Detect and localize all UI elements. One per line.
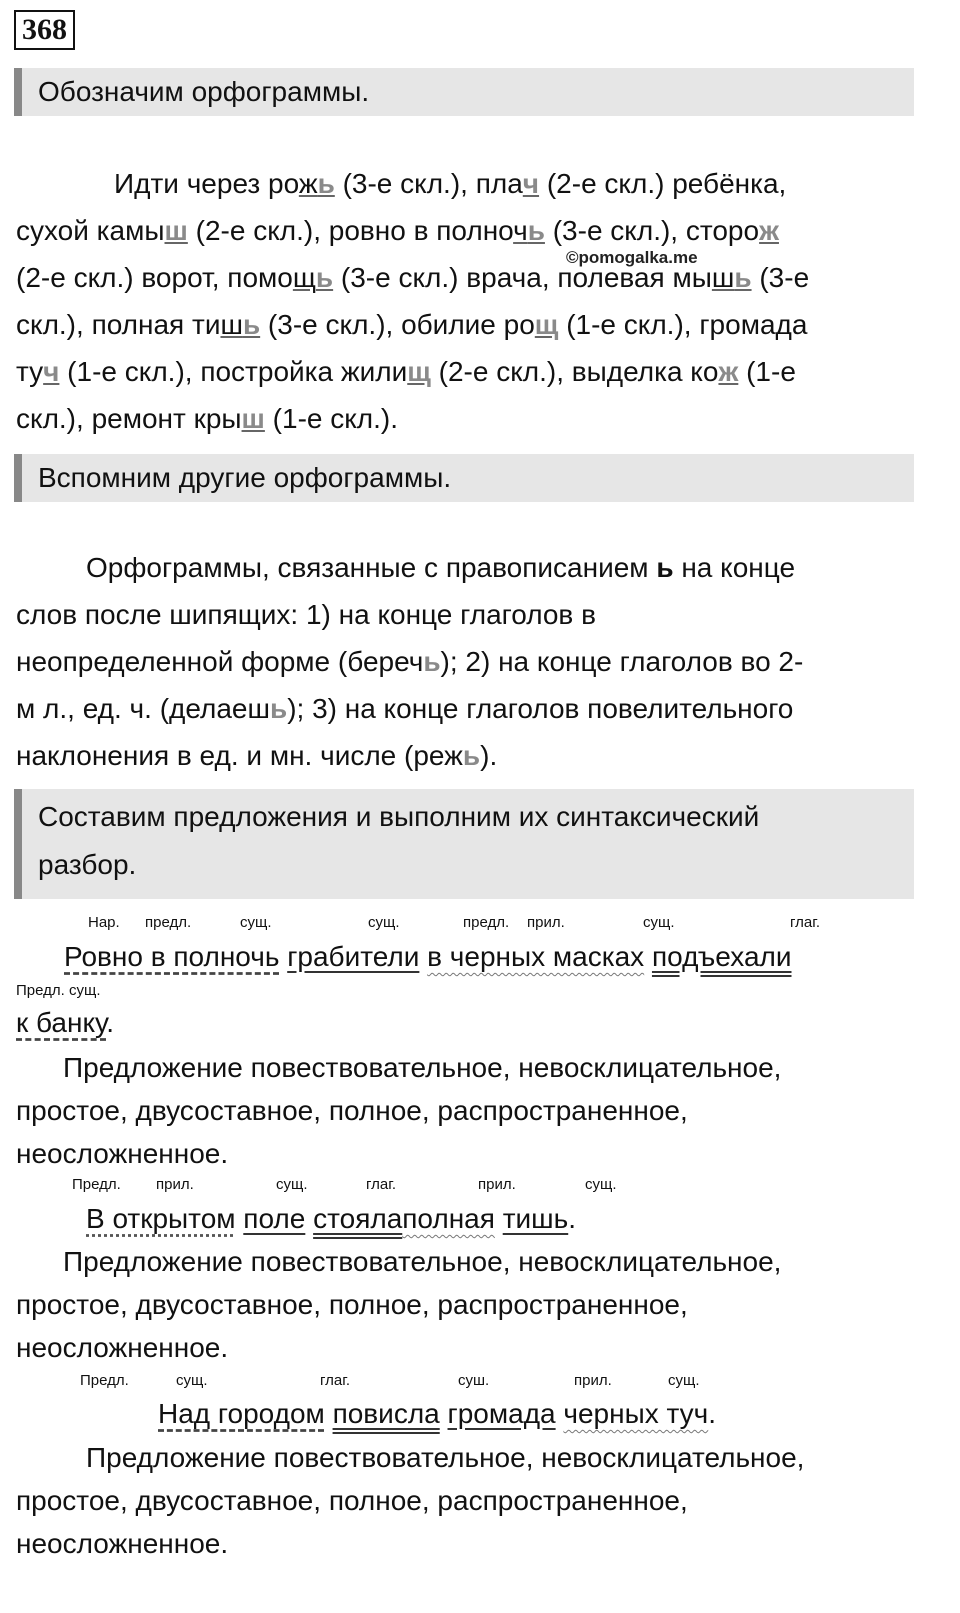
pos-label: сущ.	[276, 1176, 308, 1193]
sentence-3: Над городом повисла громада черных туч.	[158, 1398, 716, 1429]
sentence-1-line-2: к банку.	[16, 1007, 115, 1038]
pos-label: прил.	[478, 1176, 516, 1193]
pos-label: сущ.	[668, 1372, 700, 1389]
pos-label: Предл.	[72, 1176, 121, 1193]
pos-label: Предл.	[80, 1372, 129, 1389]
pos-label: сущ.	[368, 914, 400, 931]
pos-label: Нар.	[88, 914, 120, 931]
pos-label: глаг.	[790, 914, 821, 931]
pos-label: сущ.	[643, 914, 675, 931]
task-number: 368	[14, 10, 75, 50]
pos-label: прил.	[156, 1176, 194, 1193]
pos-label: глаг.	[366, 1176, 397, 1193]
pos-label: прил.	[527, 914, 565, 931]
pos-label: предл.	[463, 914, 510, 931]
watermark: ©pomogalka.me	[566, 248, 698, 267]
pos-label: предл.	[145, 914, 192, 931]
sentence-2: В открытом поле стоялаполная тишь.	[86, 1203, 576, 1234]
pos-label: сущ.	[585, 1176, 617, 1193]
pos-label: прил.	[574, 1372, 612, 1389]
paragraph-other-orthograms: Орфограммы, связанные с правописанием ь на конце слов после шипящих: 1) на конце глаголов в неопределенной форме (беречь); 2) на конце глаголов во 2- м л., ед. ч. (делаешь); 3) на конце глаголов повелительного наклонения в ед. и мн. числе (режь).	[16, 552, 804, 771]
pos-label: суш.	[458, 1372, 490, 1389]
sentence-2-characteristic: Предложение повествовательное, невосклицательное, простое, двусоставное, полное, распространенное, неосложненное.	[16, 1246, 782, 1363]
sentence-3-characteristic: Предложение повествовательное, невосклицательное, простое, двусоставное, полное, распространенное, неосложненное.	[16, 1442, 805, 1559]
sentence-1-characteristic: Предложение повествовательное, невосклицательное, простое, двусоставное, полное, распространенное, неосложненное.	[16, 1052, 782, 1169]
section-header-3: Составим предложения и выполним их синтаксический разбор.	[14, 789, 914, 899]
pos-label: Предл. сущ.	[16, 982, 101, 999]
pos-label: глаг.	[320, 1372, 351, 1389]
paragraph-orthograms: Идти через рожь (3-е скл.), плач (2-е скл.) ребёнка, сухой камыш (2-е скл.), ровно в полночь (3-е скл.), сторож (2-е скл.) ворот, помощь (3-е скл.) врача, полевая мышь (3-е скл.), полная тишь (3-е скл.), обилие рощ (1-е скл.), громада туч (1-е скл.), постройка жилищ (2-е скл.), выделка кож (1-е скл.), ремонт крыш (1-е скл.).	[16, 168, 810, 434]
sentence-1-line-1: Ровно в полночь грабители в черных масках подъехали	[64, 941, 792, 972]
section-header-1: Обозначим орфограммы.	[14, 68, 914, 116]
pos-label: сущ.	[240, 914, 272, 931]
pos-label: сущ.	[176, 1372, 208, 1389]
section-header-2: Вспомним другие орфограммы.	[14, 454, 914, 502]
